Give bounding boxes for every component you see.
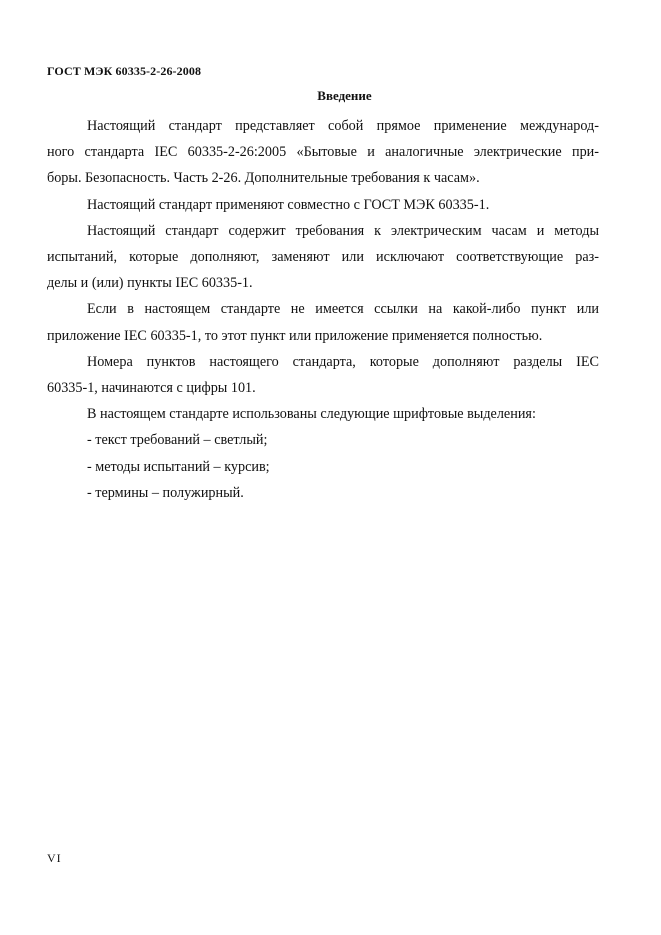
document-body bbox=[47, 113, 599, 506]
page-number: VI bbox=[47, 851, 62, 865]
paragraph-no-reference bbox=[47, 296, 599, 348]
paragraph-line: Настоящий стандарт применяют совместно с ГОСТ МЭК 60335-1. bbox=[87, 196, 490, 213]
list-item: - методы испытаний – курсив; bbox=[87, 458, 270, 475]
paragraph-line: Настоящий стандарт содержит требования к электрическим часам и методы bbox=[87, 222, 599, 239]
paragraph-line: Настоящий стандарт представляет собой прямое применение международ- bbox=[87, 118, 599, 134]
paragraph-line: ного стандарта IEC 60335-2-26:2005 «Бытовые и аналогичные электрические при- bbox=[47, 144, 599, 161]
paragraph-content bbox=[47, 218, 599, 297]
paragraph-line: 60335-1, начинаются с цифры 101. bbox=[47, 380, 256, 397]
list-item: - текст требований – светлый; bbox=[87, 432, 268, 449]
paragraph-line: Номера пунктов настоящего стандарта, которые дополняют разделы IEC bbox=[87, 353, 599, 370]
paragraph-line: делы и (или) пункты IEC 60335-1. bbox=[47, 275, 253, 292]
paragraph-line: Если в настоящем стандарте не имеется ссылки на какой-либо пункт или bbox=[87, 301, 599, 318]
paragraph-line: В настоящем стандарте использованы следующие шрифтовые выделения: bbox=[87, 406, 536, 423]
paragraph-line: боры. Безопасность. Часть 2-26. Дополнительные требования к часам». bbox=[47, 170, 480, 187]
paragraph-line: испытаний, которые дополняют, заменяют или исключают соответствующие раз- bbox=[47, 249, 599, 266]
document-header-code: ГОСТ МЭК 60335-2-26-2008 bbox=[47, 64, 202, 78]
section-title: Введение bbox=[317, 88, 372, 103]
font-conventions-list bbox=[47, 427, 599, 506]
paragraph-scope bbox=[47, 113, 599, 192]
paragraph-usage bbox=[47, 192, 599, 218]
paragraph-numbering bbox=[47, 349, 599, 401]
paragraph-line: приложение IEC 60335-1, то этот пункт или приложение применяется полностью. bbox=[47, 327, 543, 344]
paragraph-font-conventions bbox=[47, 401, 599, 427]
list-item: - термины – полужирный. bbox=[87, 484, 244, 501]
